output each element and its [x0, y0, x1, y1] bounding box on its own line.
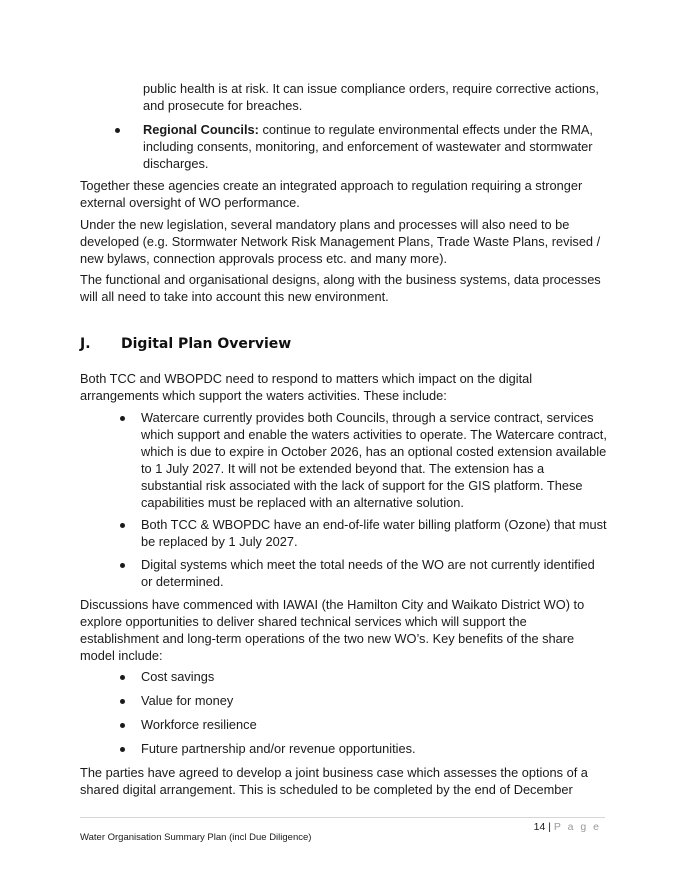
benefit-text: Workforce resilience	[141, 717, 257, 732]
benefit-text: Cost savings	[141, 669, 215, 684]
bullet-icon	[120, 747, 125, 752]
regional-councils-body: continue to regulate environmental effects under the RMA, including consents, monitoring, and enforcement of wastewater and stormwater discharges.	[143, 122, 593, 171]
bullet-text: Digital systems which meet the total needs of the WO are not currently identified or determined.	[141, 557, 595, 589]
bullet-text: Both TCC & WBOPDC have an end-of-life water billing platform (Ozone) that must be replaced by 1 July 2027.	[141, 517, 607, 549]
bullet-icon	[115, 128, 120, 133]
section-title: Digital Plan Overview	[121, 336, 292, 352]
regional-councils-text	[143, 121, 605, 172]
paragraph-parties: The parties have agreed to develop a joint business case which assesses the options of a shared digital arrangement. This is scheduled to be completed by the end of December	[80, 765, 588, 797]
paragraph-functional: The functional and organisational designs, along with the business systems, data processes will all need to take into account this new environment.	[80, 272, 601, 304]
footer-document-title: Water Organisation Summary Plan (incl Due Diligence)	[80, 832, 312, 843]
page-number-value: 14	[533, 821, 546, 833]
regional-councils-label: Regional Councils:	[143, 122, 259, 137]
section-letter: J.	[80, 336, 91, 352]
page-separator: |	[545, 821, 554, 833]
paragraph-together: Together these agencies create an integrated approach to regulation requiring a stronger external oversight of WO performance.	[80, 178, 583, 210]
bullet-icon	[120, 723, 125, 728]
continued-paragraph: public health is at risk. It can issue compliance orders, require corrective actions, and prosecute for breaches.	[143, 81, 599, 113]
bullet-icon	[120, 675, 125, 680]
footer-divider	[80, 817, 605, 818]
bullet-icon	[120, 699, 125, 704]
bullet-icon	[120, 523, 125, 528]
page-word: P a g e	[553, 821, 601, 833]
paragraph-legislation: Under the new legislation, several mandatory plans and processes will also need to be developed (e.g. Stormwater Network Risk Management Plans, Trade Waste Plans, revised / new bylaws, connection approvals process etc. and many more).	[80, 217, 601, 266]
page-number	[534, 820, 601, 834]
paragraph-discussions: Discussions have commenced with IAWAI (the Hamilton City and Waikato District WO) to explore opportunities to deliver shared technical services which will support the establishment and long-term operations of the two new WO’s. Key benefits of the share model include:	[80, 597, 585, 663]
benefit-text: Value for money	[141, 693, 234, 708]
bullet-icon	[120, 563, 125, 568]
bullet-icon	[120, 416, 125, 421]
bullet-text: Watercare currently provides both Councils, through a service contract, services which support and enable the waters activities to operate. The Watercare contract, which is due to expire in October 2026, has an optional costed extension available to 1 July 2027. It will not be extended beyond that. The extension has a substantial risk associated with the lack of support for the GIS platform. These capabilities must be replaced with an alternative solution.	[141, 410, 607, 510]
benefit-text: Future partnership and/or revenue opportunities.	[141, 741, 416, 756]
paragraph-both: Both TCC and WBOPDC need to respond to matters which impact on the digital arrangements which support the waters activities. These include:	[80, 371, 533, 403]
